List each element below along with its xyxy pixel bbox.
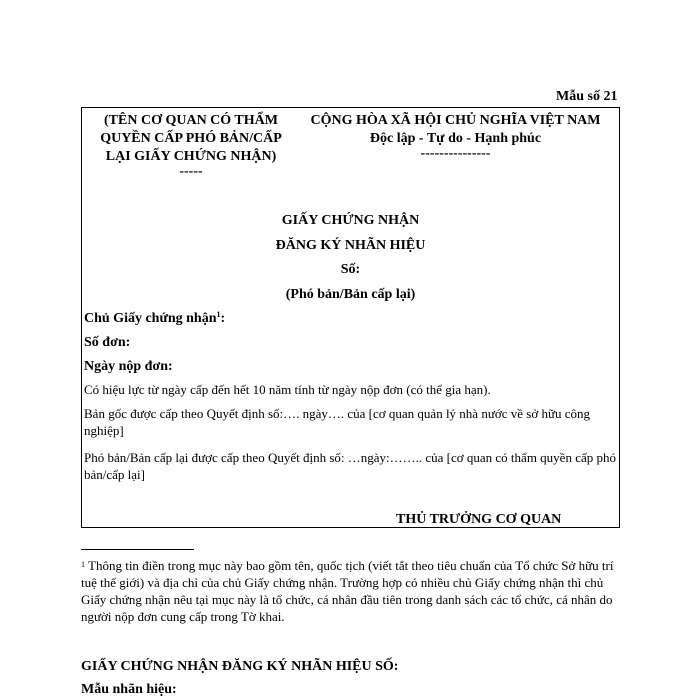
certificate-subtitle: ĐĂNG KÝ NHÃN HIỆU [275, 238, 426, 253]
original-decision-text: Bản gốc được cấp theo Quyết định số:…. ngày…. của [cơ quan quản lý nhà nước về sở hữu công nghiệp] [84, 406, 591, 438]
certificate-title: GIẤY CHỨNG NHẬN [281, 213, 420, 228]
agency-line: (TÊN CƠ QUAN CÓ THẨM [104, 113, 278, 128]
trademark-sample-label: Mẫu nhãn hiệu: [81, 682, 177, 697]
owner-field-label: Chủ Giấy chứng nhận$^1$: [84, 310, 226, 326]
certificate-number-label: Số: [340, 262, 361, 277]
country-name: CỘNG HÒA XÃ HỘI CHỦ NGHĨA VIỆT NAM [310, 113, 601, 128]
copy-type-label: (Phó bản/Bản cấp lại) [285, 287, 416, 302]
copy-decision-text: Phó bản/Bản cấp lại được cấp theo Quyết định số: …ngày:…….. của [cơ quan có thẩm quyền cấp phó bản/cấp lại] [84, 450, 616, 482]
footnote-text: Thông tin điền trong mục này bao gồm tên, quốc tịch (viết tắt theo tiêu chuẩn của Tổ chức Sở hữu trí tuệ thế giới) và địa chỉ của chủ Giấy chứng nhận. Trường hợp có nhiều chủ Giấy chứng nhận thì chủ Giấy chứng nhận nêu tại mục này là tổ chức, cá nhân đầu tiên trong danh sách các tổ chức, cá nhân do người nộp đơn cung cấp trong Tờ khai. [81, 558, 614, 624]
issuing-agency-block [88, 112, 294, 178]
section-heading: GIẤY CHỨNG NHẬN ĐĂNG KÝ NHÃN HIỆU SỐ: [81, 659, 399, 674]
filing-date-label: Ngày nộp đơn: [84, 359, 173, 374]
footnote-ref: 1 [216, 310, 221, 319]
footnote-marker: 1 [81, 560, 85, 569]
agency-line: QUYỀN CẤP PHÓ BẢN/CẤP [100, 131, 282, 146]
agency-line: LẠI GIẤY CHỨNG NHẬN) [105, 149, 277, 164]
agency-divider: ----- [179, 164, 203, 179]
signer-title: THỦ TRƯỞNG CƠ QUAN [396, 512, 562, 527]
motto-divider: --------------- [420, 146, 491, 161]
application-number-label: Số đơn: [84, 335, 131, 350]
form-number: Mẫu số 21 [556, 89, 618, 104]
validity-text: Có hiệu lực từ ngày cấp đến hết 10 năm tính từ ngày nộp đơn (có thể gia hạn). [84, 382, 491, 397]
national-header [292, 112, 619, 160]
footnote-separator [81, 549, 194, 550]
footnote [81, 557, 621, 625]
national-motto: Độc lập - Tự do - Hạnh phúc [369, 131, 542, 146]
